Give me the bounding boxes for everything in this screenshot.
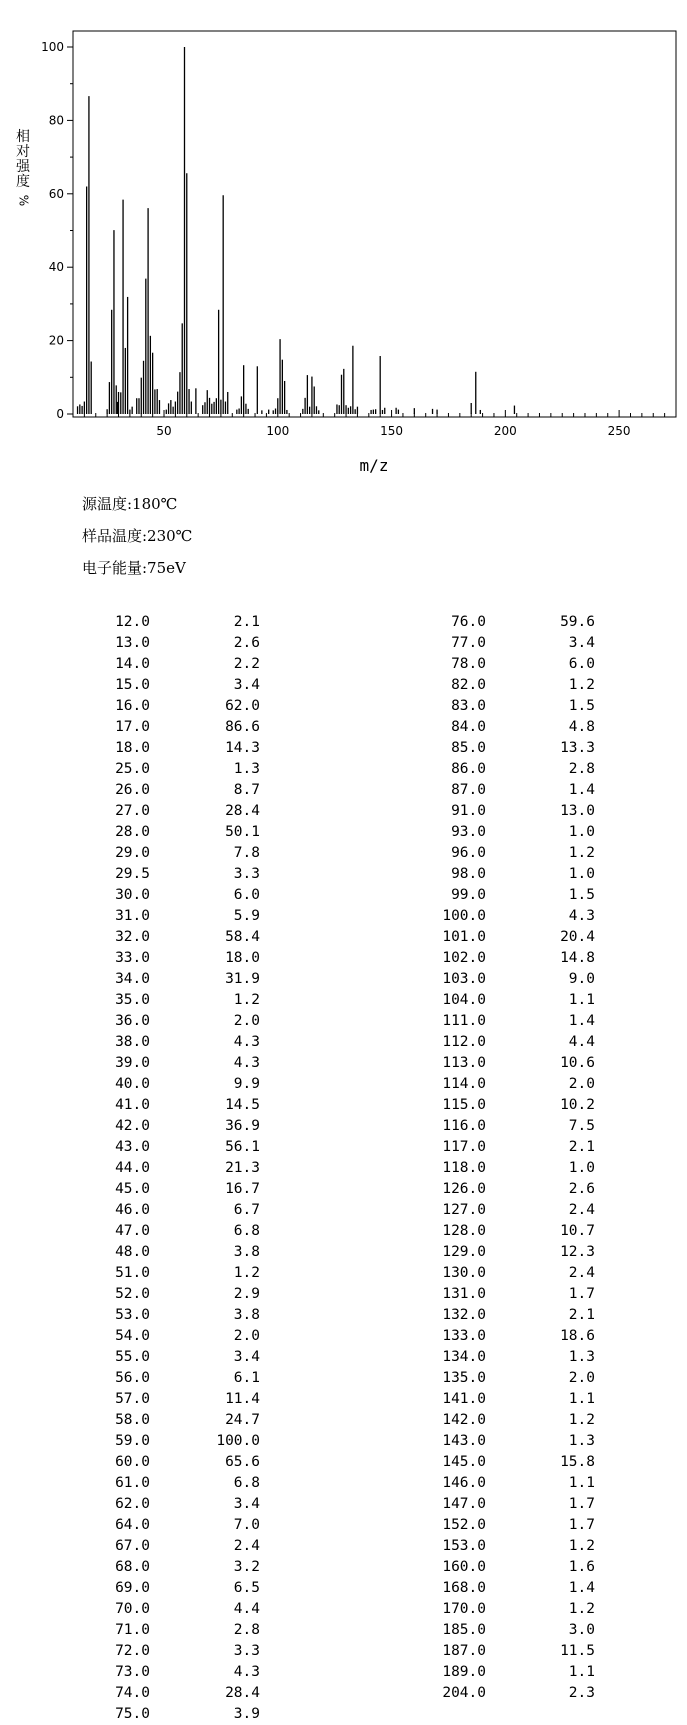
relative-intensity: 2.2 [233, 656, 260, 672]
relative-intensity: 1.3 [233, 761, 260, 777]
relative-intensity: 4.4 [568, 1034, 595, 1050]
table-row [0, 1473, 620, 1494]
mz-value: 118.0 [442, 1160, 486, 1176]
mz-value: 128.0 [442, 1223, 486, 1239]
relative-intensity: 2.1 [568, 1139, 595, 1155]
mz-value: 146.0 [442, 1475, 486, 1491]
mz-value: 40.0 [115, 1076, 150, 1092]
relative-intensity: 18.6 [560, 1328, 595, 1344]
relative-intensity: 1.1 [568, 1391, 595, 1407]
mz-value: 26.0 [115, 782, 150, 798]
relative-intensity: 2.8 [568, 761, 595, 777]
relative-intensity: 1.5 [568, 698, 595, 714]
relative-intensity: 4.3 [233, 1664, 260, 1680]
mz-value: 96.0 [451, 845, 486, 861]
relative-intensity: 3.2 [233, 1559, 260, 1575]
mz-value: 145.0 [442, 1454, 486, 1470]
relative-intensity: 1.4 [568, 1013, 595, 1029]
mz-value: 82.0 [451, 677, 486, 693]
mz-value: 29.5 [115, 866, 150, 882]
relative-intensity: 2.4 [568, 1265, 595, 1281]
relative-intensity: 1.0 [568, 824, 595, 840]
mz-value: 69.0 [115, 1580, 150, 1596]
mz-value: 51.0 [115, 1265, 150, 1281]
mz-value: 70.0 [115, 1601, 150, 1617]
y-tick-label: 80 [48, 113, 64, 128]
relative-intensity: 58.4 [225, 929, 260, 945]
mz-value: 102.0 [442, 950, 486, 966]
relative-intensity: 24.7 [225, 1412, 260, 1428]
mz-value: 47.0 [115, 1223, 150, 1239]
mz-value: 101.0 [442, 929, 486, 945]
mz-value: 91.0 [451, 803, 486, 819]
table-row [0, 801, 620, 822]
relative-intensity: 2.6 [568, 1181, 595, 1197]
mz-value: 152.0 [442, 1517, 486, 1533]
table-row [0, 1011, 620, 1032]
x-tick-label: 250 [607, 424, 631, 438]
relative-intensity: 4.3 [568, 908, 595, 924]
relative-intensity: 1.2 [568, 1412, 595, 1428]
mz-value: 116.0 [442, 1118, 486, 1134]
mz-value: 74.0 [115, 1685, 150, 1701]
mz-value: 13.0 [115, 635, 150, 651]
mz-value: 44.0 [115, 1160, 150, 1176]
mz-value: 111.0 [442, 1013, 486, 1029]
x-axis [84, 410, 664, 438]
relative-intensity: 1.1 [568, 992, 595, 1008]
relative-intensity: 6.8 [233, 1223, 260, 1239]
source-temperature: 源温度:180℃ [82, 495, 178, 513]
table-row [0, 1683, 620, 1704]
mz-value: 143.0 [442, 1433, 486, 1449]
table-row [0, 1221, 620, 1242]
table-row [0, 1326, 620, 1347]
electron-energy: 电子能量:75eV [82, 559, 186, 577]
relative-intensity: 2.6 [233, 635, 260, 651]
mz-value: 41.0 [115, 1097, 150, 1113]
mz-value: 33.0 [115, 950, 150, 966]
table-row [0, 1032, 620, 1053]
mz-value: 73.0 [115, 1664, 150, 1680]
table-row [0, 864, 620, 885]
mz-value: 99.0 [451, 887, 486, 903]
table-row [0, 1263, 620, 1284]
mz-value: 60.0 [115, 1454, 150, 1470]
relative-intensity: 14.5 [225, 1097, 260, 1113]
relative-intensity: 10.2 [560, 1097, 595, 1113]
table-row [0, 1494, 620, 1515]
mz-value: 112.0 [442, 1034, 486, 1050]
relative-intensity: 11.5 [560, 1643, 595, 1659]
mz-value: 134.0 [442, 1349, 486, 1365]
relative-intensity: 14.8 [560, 950, 595, 966]
relative-intensity: 1.4 [568, 782, 595, 798]
sample-temperature: 样品温度:230℃ [82, 527, 193, 545]
mz-value: 38.0 [115, 1034, 150, 1050]
mz-value: 160.0 [442, 1559, 486, 1575]
relative-intensity: 6.0 [568, 656, 595, 672]
table-row [0, 885, 620, 906]
mz-value: 15.0 [115, 677, 150, 693]
mz-value: 141.0 [442, 1391, 486, 1407]
relative-intensity: 2.4 [568, 1202, 595, 1218]
relative-intensity: 1.7 [568, 1517, 595, 1533]
mz-value: 59.0 [115, 1433, 150, 1449]
mz-value: 103.0 [442, 971, 486, 987]
relative-intensity: 3.3 [233, 866, 260, 882]
mz-value: 132.0 [442, 1307, 486, 1323]
mz-value: 104.0 [442, 992, 486, 1008]
mz-value: 130.0 [442, 1265, 486, 1281]
plot-frame [73, 31, 676, 417]
mz-value: 16.0 [115, 698, 150, 714]
table-row [0, 843, 620, 864]
relative-intensity: 1.2 [233, 992, 260, 1008]
relative-intensity: 1.5 [568, 887, 595, 903]
mz-value: 28.0 [115, 824, 150, 840]
y-tick-label: 40 [48, 260, 64, 275]
table-row [0, 1515, 620, 1536]
table-row [0, 990, 620, 1011]
mz-value: 31.0 [115, 908, 150, 924]
x-tick-label: 150 [380, 424, 404, 438]
y-axis-label-char: 对 [16, 144, 30, 160]
mz-value: 67.0 [115, 1538, 150, 1554]
mz-value: 18.0 [115, 740, 150, 756]
mz-value: 170.0 [442, 1601, 486, 1617]
table-row [0, 717, 620, 738]
table-row [0, 696, 620, 717]
mz-value: 32.0 [115, 929, 150, 945]
table-row [0, 1095, 620, 1116]
relative-intensity: 10.7 [560, 1223, 595, 1239]
mz-value: 46.0 [115, 1202, 150, 1218]
relative-intensity: 5.9 [233, 908, 260, 924]
mz-value: 76.0 [451, 614, 486, 630]
relative-intensity: 2.4 [233, 1538, 260, 1554]
acquisition-conditions [82, 493, 192, 589]
mz-value: 83.0 [451, 698, 486, 714]
relative-intensity: 12.3 [560, 1244, 595, 1260]
relative-intensity: 1.7 [568, 1496, 595, 1512]
mz-value: 57.0 [115, 1391, 150, 1407]
relative-intensity: 21.3 [225, 1160, 260, 1176]
relative-intensity: 1.2 [568, 845, 595, 861]
y-axis [41, 40, 73, 421]
relative-intensity: 1.7 [568, 1286, 595, 1302]
relative-intensity: 2.9 [233, 1286, 260, 1302]
relative-intensity: 3.9 [233, 1706, 260, 1722]
mz-value: 34.0 [115, 971, 150, 987]
relative-intensity: 1.4 [568, 1580, 595, 1596]
relative-intensity: 1.3 [568, 1349, 595, 1365]
relative-intensity: 100.0 [216, 1433, 260, 1449]
relative-intensity: 7.8 [233, 845, 260, 861]
table-row [0, 1557, 620, 1578]
mz-value: 153.0 [442, 1538, 486, 1554]
mz-value: 61.0 [115, 1475, 150, 1491]
y-axis-label-char: 相 [16, 129, 30, 145]
relative-intensity: 6.7 [233, 1202, 260, 1218]
mz-value: 75.0 [115, 1706, 150, 1722]
relative-intensity: 15.8 [560, 1454, 595, 1470]
mz-value: 64.0 [115, 1517, 150, 1533]
table-row [0, 1410, 620, 1431]
mz-value: 71.0 [115, 1622, 150, 1638]
relative-intensity: 1.2 [233, 1265, 260, 1281]
relative-intensity: 20.4 [560, 929, 595, 945]
relative-intensity: 3.3 [233, 1643, 260, 1659]
relative-intensity: 3.8 [233, 1307, 260, 1323]
mz-value: 189.0 [442, 1664, 486, 1680]
mz-value: 87.0 [451, 782, 486, 798]
relative-intensity: 4.3 [233, 1055, 260, 1071]
mz-value: 30.0 [115, 887, 150, 903]
relative-intensity: 8.7 [233, 782, 260, 798]
mz-value: 55.0 [115, 1349, 150, 1365]
table-row [0, 780, 620, 801]
table-row [0, 1305, 620, 1326]
relative-intensity: 6.5 [233, 1580, 260, 1596]
relative-intensity: 1.2 [568, 1601, 595, 1617]
table-row [0, 1242, 620, 1263]
mz-value: 56.0 [115, 1370, 150, 1386]
mz-value: 29.0 [115, 845, 150, 861]
relative-intensity: 13.3 [560, 740, 595, 756]
relative-intensity: 1.2 [568, 677, 595, 693]
relative-intensity: 28.4 [225, 1685, 260, 1701]
mz-value: 142.0 [442, 1412, 486, 1428]
mz-value: 12.0 [115, 614, 150, 630]
relative-intensity: 3.8 [233, 1244, 260, 1260]
spectrum-bars [78, 47, 515, 414]
relative-intensity: 2.8 [233, 1622, 260, 1638]
table-row [0, 822, 620, 843]
table-row [0, 759, 620, 780]
mz-value: 135.0 [442, 1370, 486, 1386]
table-row [0, 1368, 620, 1389]
relative-intensity: 7.5 [568, 1118, 595, 1134]
relative-intensity: 6.0 [233, 887, 260, 903]
mz-value: 185.0 [442, 1622, 486, 1638]
table-row [0, 1074, 620, 1095]
mz-value: 43.0 [115, 1139, 150, 1155]
relative-intensity: 16.7 [225, 1181, 260, 1197]
relative-intensity: 1.0 [568, 1160, 595, 1176]
peak-table-right [0, 612, 620, 1704]
y-axis-label-char: 度 [16, 174, 30, 190]
mz-value: 45.0 [115, 1181, 150, 1197]
relative-intensity: 10.6 [560, 1055, 595, 1071]
relative-intensity: 18.0 [225, 950, 260, 966]
relative-intensity: 1.1 [568, 1664, 595, 1680]
y-axis-label-char: 强 [16, 159, 30, 175]
y-tick-label: 0 [56, 407, 64, 421]
relative-intensity: 6.1 [233, 1370, 260, 1386]
relative-intensity: 31.9 [225, 971, 260, 987]
table-row [0, 1536, 620, 1557]
relative-intensity: 36.9 [225, 1118, 260, 1134]
mz-value: 131.0 [442, 1286, 486, 1302]
table-row [0, 1347, 620, 1368]
mz-value: 100.0 [442, 908, 486, 924]
relative-intensity: 50.1 [225, 824, 260, 840]
table-row [0, 1179, 620, 1200]
mz-value: 93.0 [451, 824, 486, 840]
table-row [0, 906, 620, 927]
table-row [0, 1662, 620, 1683]
y-tick-label: 20 [48, 333, 64, 348]
mz-value: 54.0 [115, 1328, 150, 1344]
relative-intensity: 4.3 [233, 1034, 260, 1050]
x-tick-label: 100 [266, 424, 290, 438]
table-row [0, 1641, 620, 1662]
mz-value: 113.0 [442, 1055, 486, 1071]
table-row [0, 612, 620, 633]
relative-intensity: 3.4 [233, 1349, 260, 1365]
relative-intensity: 65.6 [225, 1454, 260, 1470]
mz-value: 85.0 [451, 740, 486, 756]
relative-intensity: 3.4 [233, 677, 260, 693]
relative-intensity: 4.8 [568, 719, 595, 735]
mz-value: 117.0 [442, 1139, 486, 1155]
table-row [0, 1452, 620, 1473]
relative-intensity: 1.1 [568, 1475, 595, 1491]
table-row [0, 1620, 620, 1641]
table-row [0, 1053, 620, 1074]
mz-value: 42.0 [115, 1118, 150, 1134]
table-row [0, 1284, 620, 1305]
table-row [0, 654, 620, 675]
table-row [0, 1389, 620, 1410]
mz-value: 27.0 [115, 803, 150, 819]
mz-value: 14.0 [115, 656, 150, 672]
mz-value: 53.0 [115, 1307, 150, 1323]
mz-value: 114.0 [442, 1076, 486, 1092]
table-row [0, 1578, 620, 1599]
mz-value: 36.0 [115, 1013, 150, 1029]
relative-intensity: 9.9 [233, 1076, 260, 1092]
relative-intensity: 1.0 [568, 866, 595, 882]
relative-intensity: 2.3 [568, 1685, 595, 1701]
relative-intensity: 2.1 [568, 1307, 595, 1323]
mz-value: 187.0 [442, 1643, 486, 1659]
relative-intensity: 1.2 [568, 1538, 595, 1554]
x-axis-label: m/z [359, 456, 389, 475]
relative-intensity: 2.1 [233, 614, 260, 630]
relative-intensity: 62.0 [225, 698, 260, 714]
relative-intensity: 3.4 [568, 635, 595, 651]
table-row [0, 1116, 620, 1137]
y-axis-label [14, 130, 32, 208]
table-row [0, 1431, 620, 1452]
mz-value: 35.0 [115, 992, 150, 1008]
table-row [0, 969, 620, 990]
mz-value: 78.0 [451, 656, 486, 672]
mz-value: 133.0 [442, 1328, 486, 1344]
relative-intensity: 3.4 [233, 1496, 260, 1512]
relative-intensity: 86.6 [225, 719, 260, 735]
mz-value: 127.0 [442, 1202, 486, 1218]
y-tick-label: 100 [41, 40, 64, 54]
relative-intensity: 2.0 [568, 1370, 595, 1386]
relative-intensity: 1.6 [568, 1559, 595, 1575]
table-row [0, 1200, 620, 1221]
relative-intensity: 56.1 [225, 1139, 260, 1155]
table-row [0, 675, 620, 696]
mz-value: 58.0 [115, 1412, 150, 1428]
mz-value: 147.0 [442, 1496, 486, 1512]
table-row [0, 948, 620, 969]
mass-spectrum-chart [0, 0, 687, 480]
relative-intensity: 2.0 [233, 1013, 260, 1029]
relative-intensity: 14.3 [225, 740, 260, 756]
relative-intensity: 28.4 [225, 803, 260, 819]
relative-intensity: 2.0 [568, 1076, 595, 1092]
mz-value: 39.0 [115, 1055, 150, 1071]
table-row [0, 1599, 620, 1620]
mz-value: 129.0 [442, 1244, 486, 1260]
mz-value: 72.0 [115, 1643, 150, 1659]
table-row [0, 927, 620, 948]
relative-intensity: 6.8 [233, 1475, 260, 1491]
relative-intensity: 3.0 [568, 1622, 595, 1638]
table-row [0, 738, 620, 759]
mz-value: 126.0 [442, 1181, 486, 1197]
table-row [0, 1158, 620, 1179]
x-tick-label: 50 [156, 424, 172, 438]
relative-intensity: 59.6 [560, 614, 595, 630]
relative-intensity: 11.4 [225, 1391, 260, 1407]
mz-value: 115.0 [442, 1097, 486, 1113]
table-row [0, 633, 620, 654]
mz-value: 77.0 [451, 635, 486, 651]
mz-value: 25.0 [115, 761, 150, 777]
mz-value: 98.0 [451, 866, 486, 882]
table-row [0, 1137, 620, 1158]
relative-intensity: 13.0 [560, 803, 595, 819]
y-tick-label: 60 [48, 186, 64, 201]
relative-intensity: 2.0 [233, 1328, 260, 1344]
x-tick-label: 200 [493, 424, 517, 438]
mz-value: 168.0 [442, 1580, 486, 1596]
mz-value: 52.0 [115, 1286, 150, 1302]
relative-intensity: 7.0 [233, 1517, 260, 1533]
mz-value: 62.0 [115, 1496, 150, 1512]
mz-value: 84.0 [451, 719, 486, 735]
mz-value: 68.0 [115, 1559, 150, 1575]
relative-intensity: 4.4 [233, 1601, 260, 1617]
y-axis-label-unit: % [16, 194, 31, 207]
mz-value: 86.0 [451, 761, 486, 777]
mz-value: 48.0 [115, 1244, 150, 1260]
mz-value: 204.0 [442, 1685, 486, 1701]
relative-intensity: 9.0 [568, 971, 595, 987]
mz-value: 17.0 [115, 719, 150, 735]
relative-intensity: 1.3 [568, 1433, 595, 1449]
